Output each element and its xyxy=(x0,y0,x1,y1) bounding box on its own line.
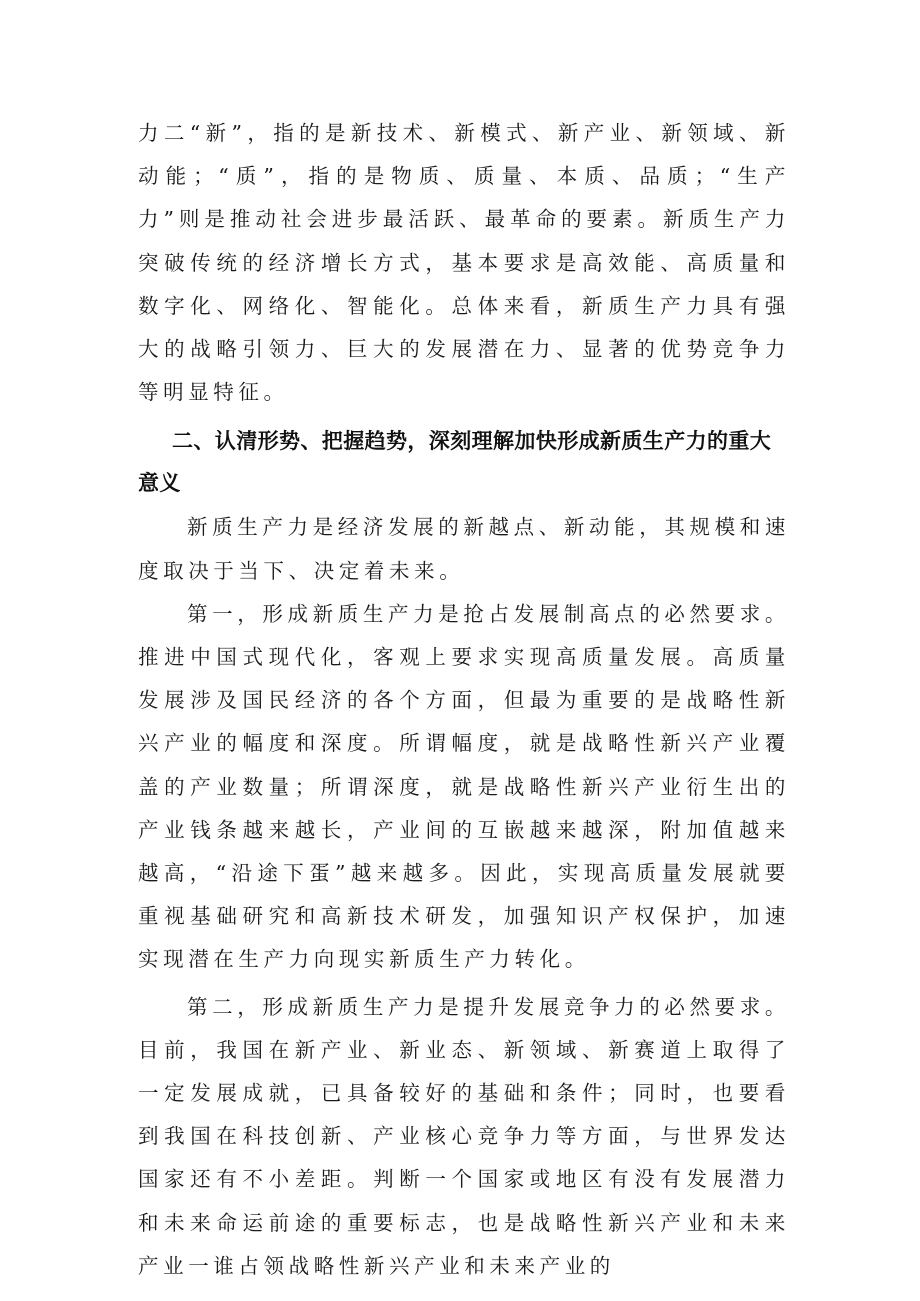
paragraph-continuation: 力二“新”，指的是新技术、新模式、新产业、新领域、新动能；“质”，指的是物质、质量、本质、品质；“生产力”则是推动社会进步最活跃、最革命的要素。新质生产力突破传统的经济增长方式，基本要求是高效能、高质量和数字化、网络化、智能化。总体来看，新质生产力具有强大的战略引领力、巨大的发展潜在力、显著的优势竞争力等明显特征。 xyxy=(138,121,790,405)
paragraph-first-point: 第一，形成新质生产力是抢占发展制高点的必然要求。推进中国式现代化，客观上要求实现高质量发展。高质量发展涉及国民经济的各个方面，但最为重要的是战略性新兴产业的幅度和深度。所谓幅度，就是战略性新兴产业覆盖的产业数量；所谓深度，就是战略性新兴产业衍生出的产业钱条越来越长，产业间的互嵌越来越深，附加值越来越高，“沿途下蛋”越来越多。因此，实现高质量发展就要重视基础研究和高新技术研发，加强知识产权保护，加速实现潜在生产力向现实新质生产力转化。 xyxy=(138,601,790,972)
paragraph-second-point: 第二，形成新质生产力是提升发展竞争力的必然要求。目前，我国在新产业、新业态、新领域、新赛道上取得了一定发展成就，已具备较好的基础和条件；同时，也要看到我国在科技创新、产业核心竞争力等方面，与世界发达国家还有不小差距。判断一个国家或地区有没有发展潜力和未来命运前途的重要标志，也是战略性新兴产业和未来产业一谁占领战略性新兴产业和未来产业的 xyxy=(138,994,790,1278)
section-heading: 二、认清形势、把握趋势，深刻理解加快形成新质生产力的重大意义 xyxy=(138,429,772,496)
document-body xyxy=(138,112,790,1288)
paragraph-intro: 新质生产力是经济发展的新越点、新动能，其规模和速度取决于当下、决定着未来。 xyxy=(138,515,790,583)
